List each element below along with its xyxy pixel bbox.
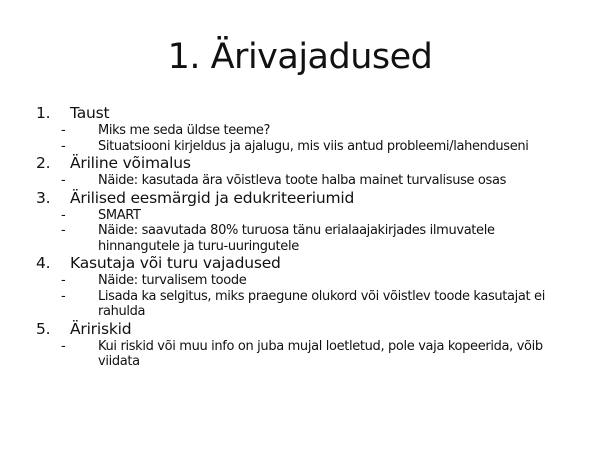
list-number: 1. bbox=[36, 104, 51, 122]
list-item-row bbox=[36, 104, 566, 123]
list-item bbox=[36, 189, 566, 255]
list-item-label: Ärilised eesmärgid ja edukriteeriumid bbox=[70, 188, 355, 207]
sub-list bbox=[36, 173, 566, 189]
list-number: 5. bbox=[36, 319, 51, 338]
sub-list-item bbox=[36, 173, 566, 189]
sub-list-item bbox=[36, 289, 566, 320]
sub-item-text: Näide: saavutada 80% turuosa tänu erialaajakirjades ilmuvatele hinnangutele ja turu-uuringutele bbox=[98, 223, 495, 254]
sub-item-text: Näide: turvalisem toode bbox=[98, 273, 247, 288]
slide-title: 1. Ärivajadused bbox=[167, 37, 433, 77]
sub-list bbox=[36, 273, 566, 320]
sub-list-item bbox=[36, 339, 566, 370]
sub-list-item bbox=[36, 223, 566, 254]
sub-item-text: Näide: kasutada ära võistleva toote halba mainet turvalisuse osas bbox=[98, 173, 507, 188]
list-number: 2. bbox=[36, 154, 51, 172]
sub-list-item bbox=[36, 208, 566, 224]
list-item-row bbox=[36, 320, 566, 339]
sub-item-text: Situatsiooni kirjeldus ja ajalugu, mis viis antud probleemi/lahenduseni bbox=[98, 138, 529, 154]
sub-list bbox=[36, 208, 566, 255]
list-item bbox=[36, 104, 566, 154]
list-item-label: Äririskid bbox=[70, 319, 132, 338]
list-number: 3. bbox=[36, 188, 51, 207]
sub-item-text: Lisada ka selgitus, miks praegune olukord või võistlev toode kasutajat ei rahulda bbox=[98, 288, 545, 319]
dash-marker: - bbox=[61, 223, 66, 238]
sub-item-text: Kui riskid või muu info on juba mujal loetletud, pole vaja kopeerida, võib viidata bbox=[98, 338, 543, 369]
dash-marker: - bbox=[61, 273, 66, 288]
sub-item-text: Miks me seda üldse teeme? bbox=[98, 123, 271, 138]
list-item-label: Kasutaja või turu vajadused bbox=[70, 254, 281, 272]
sub-list-item bbox=[36, 123, 566, 139]
list-item bbox=[36, 320, 566, 370]
list-item bbox=[36, 154, 566, 189]
list-item-label: Taust bbox=[70, 104, 110, 122]
sub-item-text: SMART bbox=[98, 207, 141, 223]
dash-marker: - bbox=[61, 123, 66, 138]
list-item-row bbox=[36, 189, 566, 208]
dash-marker: - bbox=[61, 338, 66, 354]
dash-marker: - bbox=[61, 207, 66, 223]
slide-content bbox=[36, 104, 566, 370]
dash-marker: - bbox=[61, 288, 66, 304]
list-item-label: Äriline võimalus bbox=[70, 154, 191, 172]
list-item-row bbox=[36, 254, 566, 273]
sub-list-item bbox=[36, 273, 566, 289]
dash-marker: - bbox=[61, 138, 66, 154]
sub-list bbox=[36, 339, 566, 370]
sub-list-item bbox=[36, 139, 566, 155]
list-number: 4. bbox=[36, 254, 51, 272]
dash-marker: - bbox=[61, 173, 66, 188]
list-item bbox=[36, 254, 566, 320]
list-item-row bbox=[36, 154, 566, 173]
sub-list bbox=[36, 123, 566, 154]
